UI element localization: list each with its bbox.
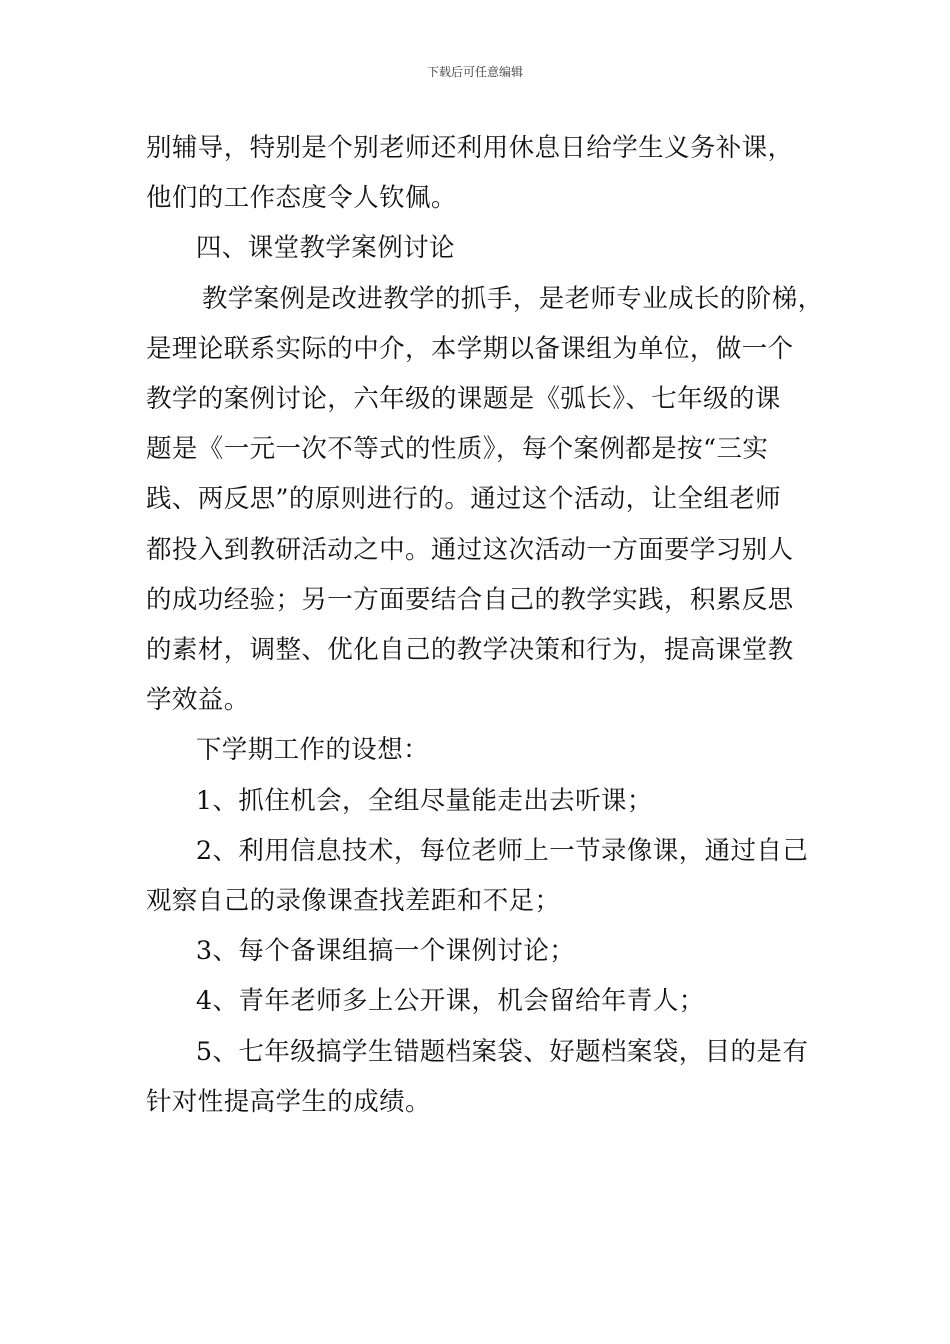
body-line: 观察自己的录像课查找差距和不足； <box>146 886 561 916</box>
body-line: 的素材，调整、优化自己的教学决策和行为，提高课堂教 <box>146 635 794 665</box>
list-item: 1、抓住机会，全组尽量能走出去听课； <box>170 786 653 816</box>
body-line: 针对性提高学生的成绩。 <box>146 1087 431 1117</box>
body-line: 他们的工作态度令人钦佩。 <box>146 183 457 213</box>
body-line: 践、两反思”的原则进行的。通过这个活动，让全组老师 <box>146 484 782 514</box>
body-line: 题是《一元一次不等式的性质》，每个案例都是按“三实 <box>146 434 769 464</box>
body-line: 的成功经验；另一方面要结合自己的教学实践，积累反思 <box>146 585 794 615</box>
section-heading: 四、课堂教学案例讨论 <box>170 233 455 263</box>
body-line: 教学案例是改进教学的抓手，是老师专业成长的阶梯， <box>176 284 824 314</box>
body-line: 别辅导，特别是个别老师还利用休息日给学生义务补课， <box>146 133 794 163</box>
page-header: 下载后可任意编辑 <box>426 65 523 79</box>
list-item: 5、七年级搞学生错题档案袋、好题档案袋，目的是有 <box>170 1037 809 1067</box>
section-heading: 下学期工作的设想： <box>170 735 430 765</box>
list-item: 4、青年老师多上公开课，机会留给年青人； <box>170 986 705 1016</box>
body-line: 教学的案例讨论，六年级的课题是《弧长》、七年级的课 <box>146 384 781 414</box>
body-line: 学效益。 <box>146 685 250 715</box>
body-line: 是理论联系实际的中介，本学期以备课组为单位，做一个 <box>146 334 794 364</box>
list-item: 2、利用信息技术，每位老师上一节录像课，通过自己 <box>170 836 809 866</box>
list-item: 3、每个备课组搞一个课例讨论； <box>170 936 576 966</box>
body-line: 都投入到教研活动之中。通过这次活动一方面要学习别人 <box>146 535 794 565</box>
